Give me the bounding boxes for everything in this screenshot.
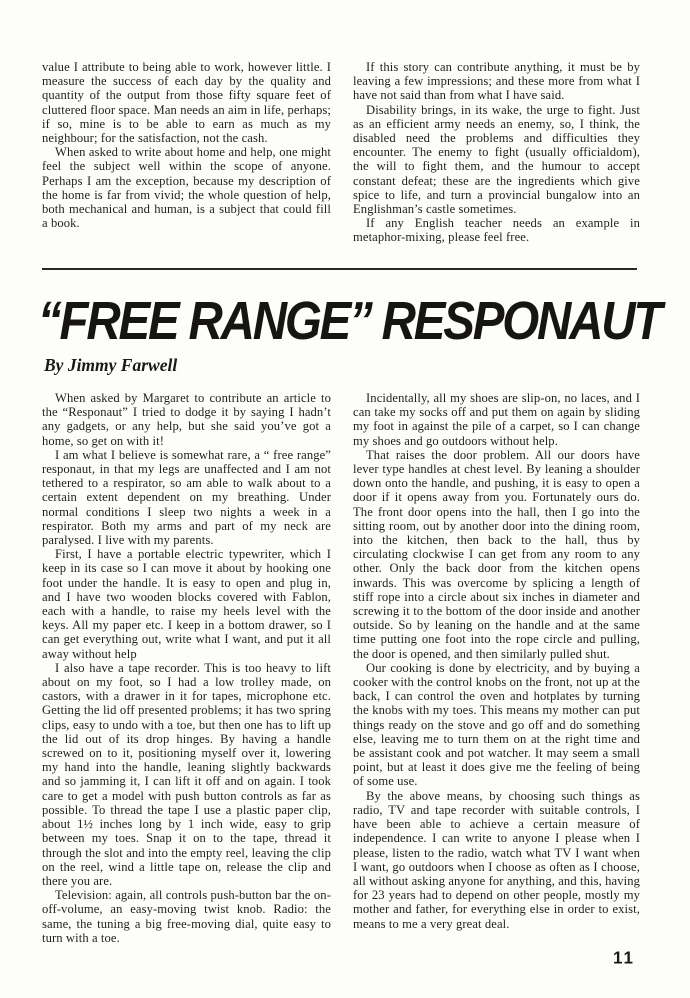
paragraph: That raises the door problem. All our doors have lever type handles at chest level. By leaning a shoulder down onto the handle, and pushing, it is easy to open a door if it opens away from you. Fortunately ours do. The front door opens into the hall, then I go into the sitting room, out by another door into the dining room, into the kitchen, then back to the hall, thus by circulating clockwise I can get from any room to any other. Only the back door from the kitchen opens inwards. This was overcome by splicing a length of stiff rope into a circle about six inches in diameter and screwing it to the bottom of the door inside and another outside. So by leaning on the handle and at the same time putting one foot into the rope circle and pulling, the door is opened, and then similarly pulled shut. <box>353 447 640 661</box>
article-headline: “FREE RANGE” RESPONAUT <box>38 291 661 351</box>
paragraph: If this story can contribute anything, it must be by leaving a few impressions; and these more from what I have not said than from what I have said. <box>353 60 640 103</box>
intro-right-column <box>353 60 640 245</box>
section-divider <box>42 268 637 270</box>
paragraph: If any English teacher needs an example in metaphor-mixing, please feel free. <box>353 216 640 245</box>
paragraph: Disability brings, in its wake, the urge to fight. Just as an efficient army needs an enemy, so, I think, the disabled need the problems and difficulties they encounter. The enemy to fight (usually officialdom), the will to fight them, and the humour to accept constant defeat; these are the ingredients which give spice to life, and turn a provincial bungalow into an Englishman’s castle sometimes. <box>353 102 640 217</box>
paragraph: By the above means, by choosing such things as radio, TV and tape recorder with suitable controls, I have been able to achieve a certain measure of independence. I can write to anyone I please when I please, listen to the radio, watch what TV I want when I want, go outdoors when I choose as often as I choose, all without asking anyone for anything, and this, having for 23 years had to depend on other people, mostly my mother and father, for everything else in order to exist, means to me a very great deal. <box>353 788 640 931</box>
paragraph: When asked to write about home and help, one might feel the subject well within the scope of anyone. Perhaps I am the exception, because my description of the home is far from vivid; the whole question of help, both mechanical and human, is a subject that could fill a book. <box>42 145 331 231</box>
article-left-column <box>42 391 331 945</box>
paragraph: I also have a tape recorder. This is too heavy to lift about on my foot, so I had a low trolley made, on castors, with a drawer in it for tapes, microphone etc. Getting the lid off presented problems; it has two spring clips, easy to undo with a toe, but then one has to lift up the lid out of its drop hinges. By having a handle screwed on to it, positioning myself over it, lowering my hand into the handle, leaning slightly backwards and so jamming it, I can lift it off and on again. I took care to get a model with push button controls as far as possible. To thread the tape I use a plastic paper clip, about 1½ inches long by 1 inch wide, easy to grip between my toes. Snap it on to the tape, thread it through the slot and into the empty reel, leaving the clip on the reel, wind a little tape on, release the clip and there you are. <box>42 660 331 888</box>
paragraph: Television: again, all controls push-button bar the on-off-volume, an easy-moving twist knob. Radio: the same, the tuning a big free-moving dial, quite easy to turn with a toe. <box>42 888 331 945</box>
paragraph: When asked by Margaret to contribute an article to the “Responaut” I tried to dodge it by saying I hadn’t any gadgets, or any help, but she said you’ve got a home, so get on with it! <box>42 391 331 448</box>
page-number: 11 <box>613 948 635 968</box>
paragraph: I am what I believe is somewhat rare, a “ free range” responaut, in that my legs are unaffected and I am not tethered to a respirator, so am able to walk about to a certain extent dependent on my breathing. Under normal conditions I sleep two nights a week in a respirator. Both my arms and part of my neck are paralysed. I live with my parents. <box>42 447 331 548</box>
paragraph: Our cooking is done by electricity, and by buying a cooker with the control knobs on the front, not up at the back, I can control the oven and hotplates by turning the knobs with my toes. This means my mother can put things ready on the stove and go off and do something else, leaving me to turn them on at the right time and be assistant cook and pot watcher. It may seem a small point, but at least it does give me the feeling of being of some use. <box>353 660 640 789</box>
paragraph: Incidentally, all my shoes are slip-on, no laces, and I can take my socks off and put them on again by sliding my foot in against the pile of a carpet, so I can change my shoes and go outdoors without help. <box>353 391 640 448</box>
article-byline: By Jimmy Farwell <box>44 355 178 375</box>
intro-left-column <box>42 60 331 230</box>
paragraph: value I attribute to being able to work, however little. I measure the success of each day by the quality and quantity of the output from those fifty square feet of cluttered floor space. Man needs an aim in life, perhaps; if so, mine is to be able to earn as much as my neighbour; for the satisfaction, not the cash. <box>42 60 331 146</box>
paragraph: First, I have a portable electric typewriter, which I keep in its case so I can move it about by hooking one foot under the handle. It is easy to open and plug in, and I have two wooden blocks covered with Fablon, each with a handle, to raise my heels level with the keys. All my paper etc. I keep in a bottom drawer, so I can get everything out, write what I want, and put it all away without help <box>42 547 331 661</box>
article-right-column <box>353 391 640 931</box>
